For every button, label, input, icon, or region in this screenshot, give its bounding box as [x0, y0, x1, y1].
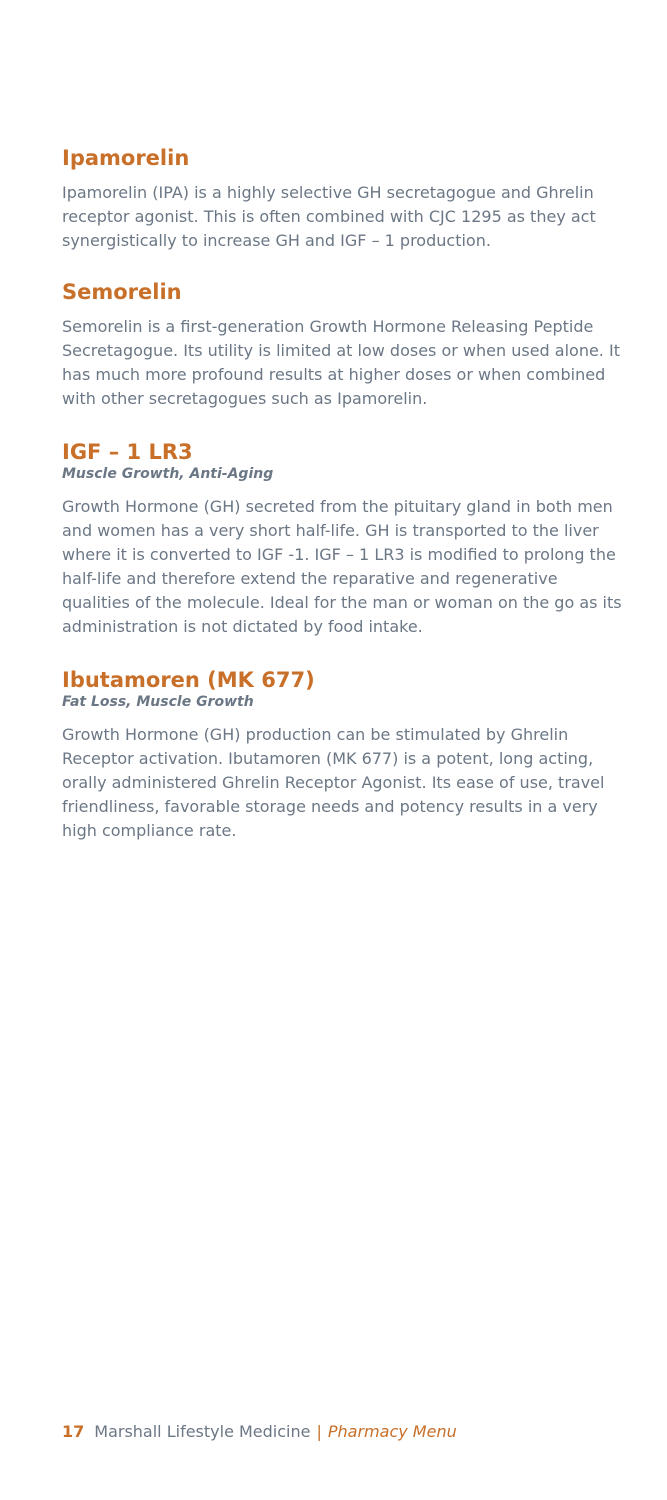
- section-igf-1-lr3: [62, 439, 622, 639]
- section-title: Ipamorelin: [62, 146, 190, 170]
- section-body: Semorelin is a first-generation Growth Hormone Releasing Peptide Secretagogue. Its utility is limited at low doses or when used alone. It has much more profound results at higher doses or when combined with other secretagogues such as Ipamorelin.: [62, 317, 620, 408]
- page-footer: [62, 1421, 457, 1443]
- section-ipamorelin: [62, 145, 622, 253]
- section-body: Growth Hormone (GH) secreted from the pituitary gland in both men and women has a very short half-life. GH is transported to the liver where it is converted to IGF -1. IGF – 1 LR3 is modified to prolong the half-life and therefore extend the reparative and regenerative qualities of the molecule. Ideal for the man or woman on the go as its administration is not dictated by food intake.: [62, 497, 622, 636]
- section-body: Ipamorelin (IPA) is a highly selective GH secretagogue and Ghrelin receptor agonist. This is often combined with CJC 1295 as they act synergistically to increase GH and IGF – 1 production.: [62, 183, 596, 250]
- publisher-name: Marshall Lifestyle Medicine: [94, 1422, 311, 1441]
- page-content: [62, 145, 622, 843]
- section-ibutamoren: [62, 667, 622, 843]
- section-title: IGF – 1 LR3: [62, 440, 193, 464]
- section-body: Growth Hormone (GH) production can be stimulated by Ghrelin Receptor activation. Ibutamoren (MK 677) is a potent, long acting, orally administered Ghrelin Receptor Agonist. Its ease of use, travel friendliness, favorable storage needs and potency results in a very high compliance rate.: [62, 725, 605, 840]
- section-subtitle: Muscle Growth, Anti-Aging: [62, 466, 274, 482]
- section-subtitle: Fat Loss, Muscle Growth: [62, 694, 254, 710]
- menu-title: Pharmacy Menu: [327, 1422, 457, 1441]
- footer-separator: |: [316, 1422, 322, 1441]
- section-semorelin: [62, 279, 622, 411]
- section-title: Semorelin: [62, 280, 182, 304]
- section-title: Ibutamoren (MK 677): [62, 668, 315, 692]
- page-number: 17: [62, 1422, 85, 1441]
